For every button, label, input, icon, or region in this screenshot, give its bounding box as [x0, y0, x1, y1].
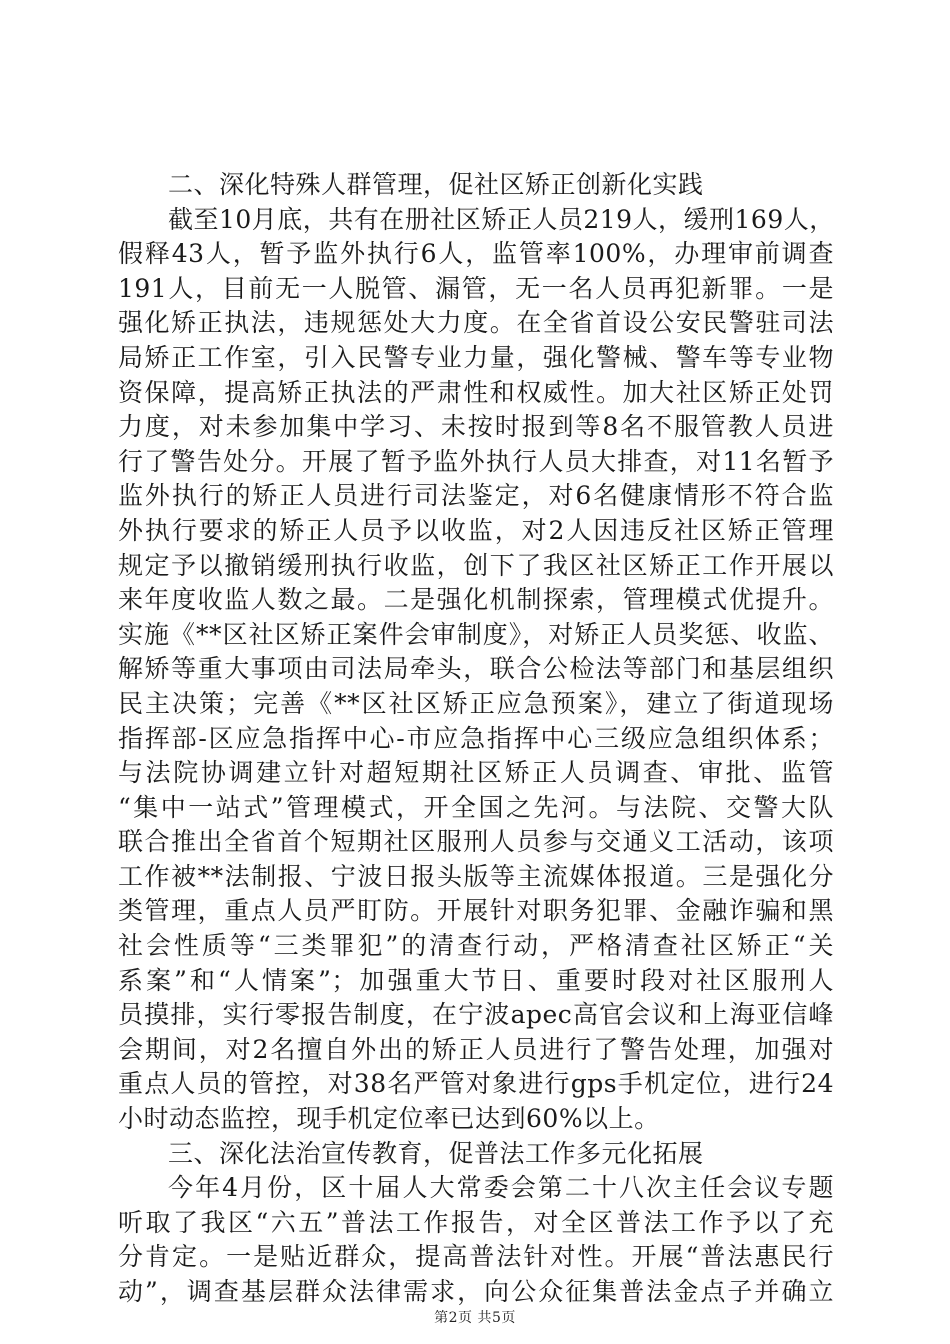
text-line: 191人，目前无一人脱管、漏管，无一名人员再犯新罪。一是 [118, 273, 834, 303]
text-line: 假释43人，暂予监外执行6人，监管率100%，办理审前调查 [118, 239, 834, 269]
text-line: 监外执行的矫正人员进行司法鉴定，对6名健康情形不符合监 [118, 481, 834, 511]
text-line: 系案”和“人情案”；加强重大节日、重要时段对社区服刑人 [118, 965, 834, 995]
text-line: 员摸排，实行零报告制度，在宁波apec高官会议和上海亚信峰 [118, 1000, 834, 1030]
section-heading: 三、深化法治宣传教育，促普法工作多元化拓展 [168, 1138, 704, 1168]
text-line: 行了警告处分。开展了暂予监外执行人员大排查，对11名暂予 [118, 446, 834, 476]
text-line: 类管理，重点人员严盯防。开展针对职务犯罪、金融诈骗和黑 [118, 896, 834, 926]
text-line: 民主决策；完善《**区社区矫正应急预案》，建立了街道现场 [118, 688, 834, 718]
text-line: 今年4月份，区十届人大常委会第二十八次主任会议专题 [168, 1173, 834, 1203]
text-line: 外执行要求的矫正人员予以收监，对2人因违反社区矫正管理 [118, 515, 834, 545]
text-line: 动”，调查基层群众法律需求，向公众征集普法金点子并确立 [118, 1277, 834, 1306]
text-line: 重点人员的管控，对38名严管对象进行gps手机定位，进行24 [118, 1069, 834, 1099]
section-heading: 二、深化特殊人群管理，促社区矫正创新化实践 [168, 170, 704, 199]
text-line: 分肯定。一是贴近群众，提高普法针对性。开展“普法惠民行 [118, 1242, 834, 1272]
text-line: 局矫正工作室，引入民警专业力量，强化警械、警车等专业物 [118, 342, 834, 372]
text-line: 会期间，对2名擅自外出的矫正人员进行了警告处理，加强对 [118, 1034, 834, 1064]
document-body [118, 168, 834, 1310]
text-line: 联合推出全省首个短期社区服刑人员参与交通义工活动，该项 [118, 827, 834, 857]
text-line: 听取了我区“六五”普法工作报告，对全区普法工作予以了充 [118, 1207, 834, 1237]
text-line: 力度，对未参加集中学习、未按时报到等8名不服管教人员进 [118, 412, 834, 442]
text-line: 解矫等重大事项由司法局牵头，联合公检法等部门和基层组织 [118, 654, 834, 684]
text-line: 规定予以撤销缓刑执行收监，创下了我区社区矫正工作开展以 [118, 550, 834, 580]
text-line: 小时动态监控，现手机定位率已达到60%以上。 [118, 1104, 660, 1134]
text-line: 强化矫正执法，违规惩处大力度。在全省首设公安民警驻司法 [118, 308, 834, 338]
text-line: 资保障，提高矫正执法的严肃性和权威性。加大社区矫正处罚 [118, 377, 834, 407]
text-line: “集中一站式”管理模式，开全国之先河。与法院、交警大队 [118, 792, 834, 822]
page-footer: 第2页 共5页 [434, 1310, 516, 1326]
text-line: 来年度收监人数之最。二是强化机制探索，管理模式优提升。 [118, 585, 834, 615]
text-line: 工作被**法制报、宁波日报头版等主流媒体报道。三是强化分 [118, 861, 834, 891]
text-line: 与法院协调建立针对超短期社区矫正人员调查、审批、监管 [118, 758, 834, 788]
text-line: 社会性质等“三类罪犯”的清查行动，严格清查社区矫正“关 [118, 931, 834, 961]
text-line: 指挥部-区应急指挥中心-市应急指挥中心三级应急组织体系； [118, 723, 834, 753]
text-line: 实施《**区社区矫正案件会审制度》，对矫正人员奖惩、收监、 [118, 619, 834, 649]
text-line: 截至10月底，共有在册社区矫正人员219人，缓刑169人， [168, 204, 835, 234]
